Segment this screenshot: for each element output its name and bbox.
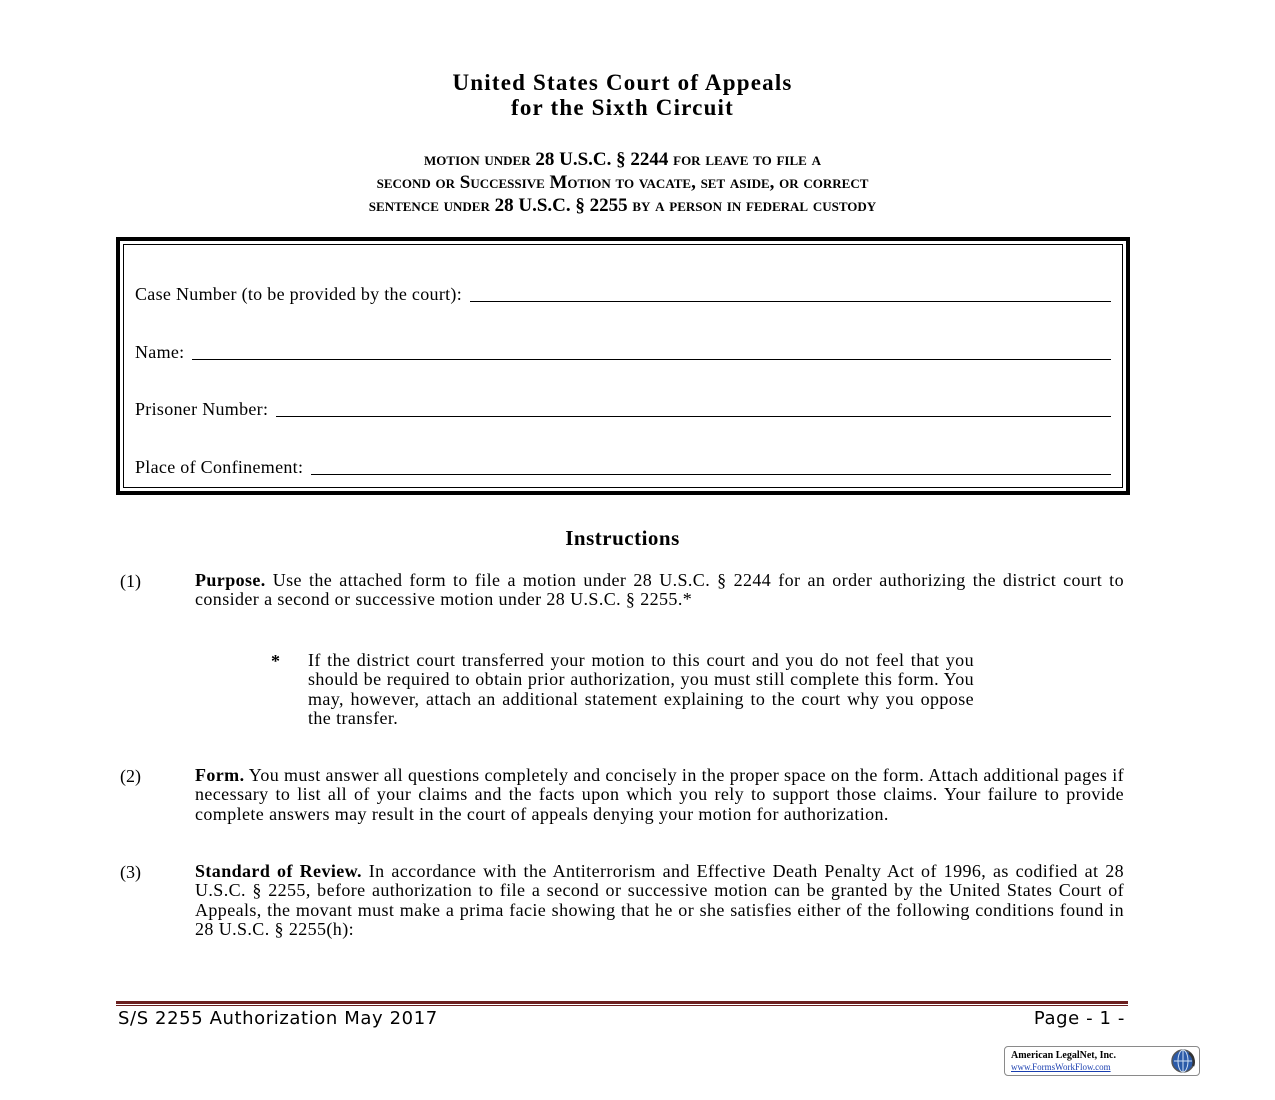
footer-divider-thin <box>116 1005 1128 1006</box>
prisoner-number-line[interactable] <box>276 398 1111 417</box>
paragraph-3-number: (3) <box>120 862 141 882</box>
case-info-box-inner-border <box>123 244 1123 488</box>
name-line[interactable] <box>192 341 1111 360</box>
paragraph-1 <box>195 571 1124 610</box>
court-title <box>0 70 1245 120</box>
motion-title <box>0 148 1245 217</box>
paragraph-2-title: Form. <box>195 765 245 785</box>
case-number-line[interactable] <box>470 283 1111 302</box>
place-of-confinement-field[interactable] <box>135 456 1111 478</box>
vendor-name: American LegalNet, Inc. <box>1011 1050 1116 1061</box>
vendor-link[interactable]: www.FormsWorkFlow.com <box>1011 1062 1111 1072</box>
prisoner-number-label: Prisoner Number: <box>135 399 269 419</box>
place-of-confinement-line[interactable] <box>311 456 1111 475</box>
case-number-label: Case Number (to be provided by the court): <box>135 284 463 304</box>
paragraph-2 <box>195 766 1124 824</box>
paragraph-1-text: Use the attached form to file a motion under 28 U.S.C. § 2244 for an order authorizing the district court to consider a second or successive motion under 28 U.S.C. § 2255.* <box>195 570 1124 610</box>
paragraph-3 <box>195 862 1124 940</box>
paragraph-2-text: You must answer all questions completely and concisely in the proper space on the form. Attach additional pages if necessary to list all of your claims and the facts upon which you rely to support those claims. Your failure to provide complete answers may result in the court of appeals denying your motion for authorization. <box>195 765 1124 824</box>
court-title-line1: United States Court of Appeals <box>452 70 793 95</box>
paragraph-3-title: Standard of Review. <box>195 861 362 881</box>
case-number-field[interactable] <box>135 283 1111 305</box>
note-text: If the district court transferred your motion to this court and you do not feel that you should be required to obtain prior authorization, you must still complete this form. You may, however, attach an additional statement explaining to the court why you oppose the transfer. <box>308 650 974 729</box>
note-asterisk: * <box>271 651 280 671</box>
place-of-confinement-label: Place of Confinement: <box>135 457 304 477</box>
instructions-heading: Instructions <box>565 526 680 550</box>
footer-divider <box>116 1001 1128 1004</box>
paragraph-1-number: (1) <box>120 571 141 591</box>
name-label: Name: <box>135 342 185 362</box>
globe-icon <box>1170 1048 1196 1074</box>
paragraph-2-number: (2) <box>120 766 141 786</box>
motion-title-line1: motion under 28 U.S.C. § 2244 for leave to file a <box>424 149 821 170</box>
motion-title-line3: sentence under 28 U.S.C. § 2255 by a person in federal custody <box>368 195 877 216</box>
prisoner-number-field[interactable] <box>135 398 1111 420</box>
footer-form-id: S/S 2255 Authorization May 2017 <box>118 1008 438 1029</box>
vendor-badge[interactable] <box>1004 1046 1200 1076</box>
court-title-line2: for the Sixth Circuit <box>510 95 735 120</box>
motion-title-line2: second or Successive Motion to vacate, set aside, or correct <box>376 172 869 193</box>
name-field[interactable] <box>135 341 1111 363</box>
case-info-box <box>116 237 1130 495</box>
paragraph-1-title: Purpose. <box>195 570 266 590</box>
paragraph-3-text: In accordance with the Antiterrorism and Effective Death Penalty Act of 1996, as codified at 28 U.S.C. § 2255, before authorization to file a second or successive motion can be granted by the United States Court of Appeals, the movant must make a prima facie showing that he or she satisfies either of the following conditions found in 28 U.S.C. § 2255(h): <box>195 861 1124 940</box>
footer-page-number: Page - 1 - <box>1033 1008 1125 1029</box>
